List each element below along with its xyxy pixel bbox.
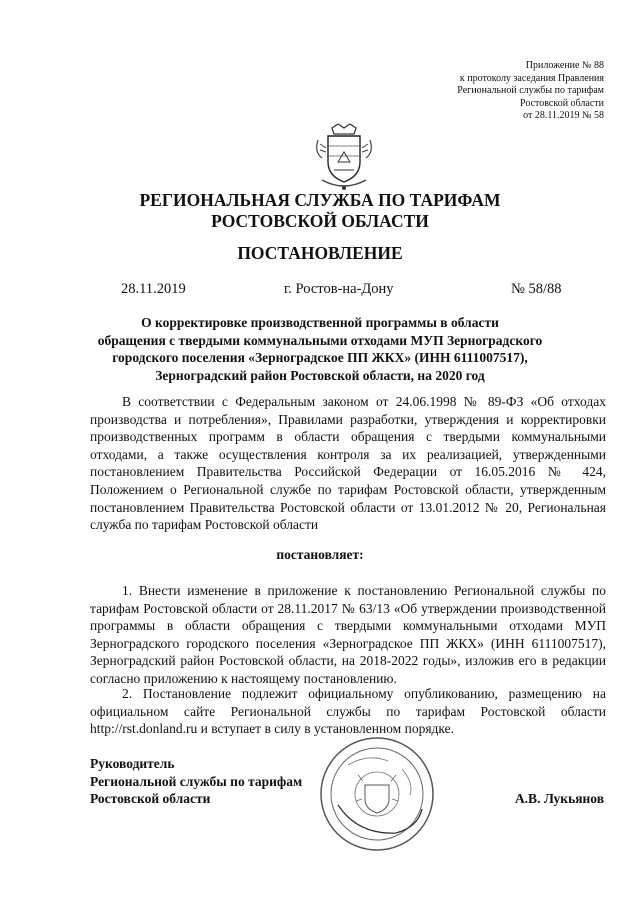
signatory-line: Ростовской области — [90, 791, 211, 807]
appendix-line: Ростовской области — [520, 97, 604, 109]
org-line: РОСТОВСКОЙ ОБЛАСТИ — [211, 211, 429, 231]
organization-name — [0, 190, 640, 232]
appendix-line: Региональной службы по тарифам — [457, 85, 604, 96]
appendix-note — [364, 60, 604, 123]
preamble-paragraph: В соответствии с Федеральным законом от 24.06.1998 № 89-ФЗ «Об отходах производства и потребления», Правилами разработки, утверждения и корректировки производственных программ в области обращения с твердыми коммунальными отходами, а также осуществления контроля за их реализацией, утвержденными постановлением Правительства Российской Федерации от 16.05.2016 № 424, Положением о Региональной службе по тарифам Ростовской области, утвержденным постановлением Правительства Ростовской области от 13.01.2012 № 20, Региональная служба по тарифам Ростовской области — [90, 394, 606, 533]
coat-of-arms-icon — [312, 122, 376, 194]
signatory-line: Руководитель — [90, 756, 175, 771]
item-1-paragraph: 1. Внести изменение в приложение к постановлению Региональной службы по тарифам Ростовской области от 28.11.2017 № 63/13 «Об утверждении производственной программы в области обращения с твердыми коммунальными отходами МУП Зерноградского городского поселения «Зерноградское ПП ЖКХ» (ИНН 6111007517), Зерноградский район Ростовской области, на 2018-2022 годы», изложив его в редакции согласно приложению к настоящему постановлению. — [90, 583, 606, 686]
appendix-line: к протоколу заседания Правления — [459, 72, 604, 84]
resolves-heading: постановляет: — [276, 547, 364, 562]
signatory-title — [90, 755, 302, 808]
signatory-name: А.В. Лукьянов — [514, 791, 604, 806]
document-city: г. Ростов-на-Дону — [284, 281, 394, 297]
item-2-paragraph: 2. Постановление подлежит официальному опубликованию, размещению на официальном сайте Региональной службы по тарифам Ростовской области http://rst.donland.ru и вступает в силу в установленном порядке. — [90, 686, 606, 737]
document-number: № 58/88 — [511, 281, 562, 297]
appendix-line: от 28.11.2019 № 58 — [523, 110, 604, 121]
signatory-line: Региональной службы по тарифам — [90, 773, 303, 789]
document-date: 28.11.2019 — [121, 281, 186, 297]
subject-line: обращения с твердыми коммунальными отходами МУП Зерноградского — [97, 332, 543, 348]
document-subject — [70, 314, 570, 384]
appendix-line: Приложение № 88 — [525, 60, 604, 71]
subject-line: О корректировке производственной программы в области — [141, 315, 499, 330]
official-seal-icon — [318, 735, 436, 853]
subject-line: городского поселения «Зерноградское ПП ЖКХ» (ИНН 6111007517), — [112, 350, 528, 366]
org-line: РЕГИОНАЛЬНАЯ СЛУЖБА ПО ТАРИФАМ — [139, 190, 501, 210]
document-type: ПОСТАНОВЛЕНИЕ — [237, 243, 403, 263]
subject-line: Зерноградский район Ростовской области, на 2020 год — [155, 367, 485, 383]
